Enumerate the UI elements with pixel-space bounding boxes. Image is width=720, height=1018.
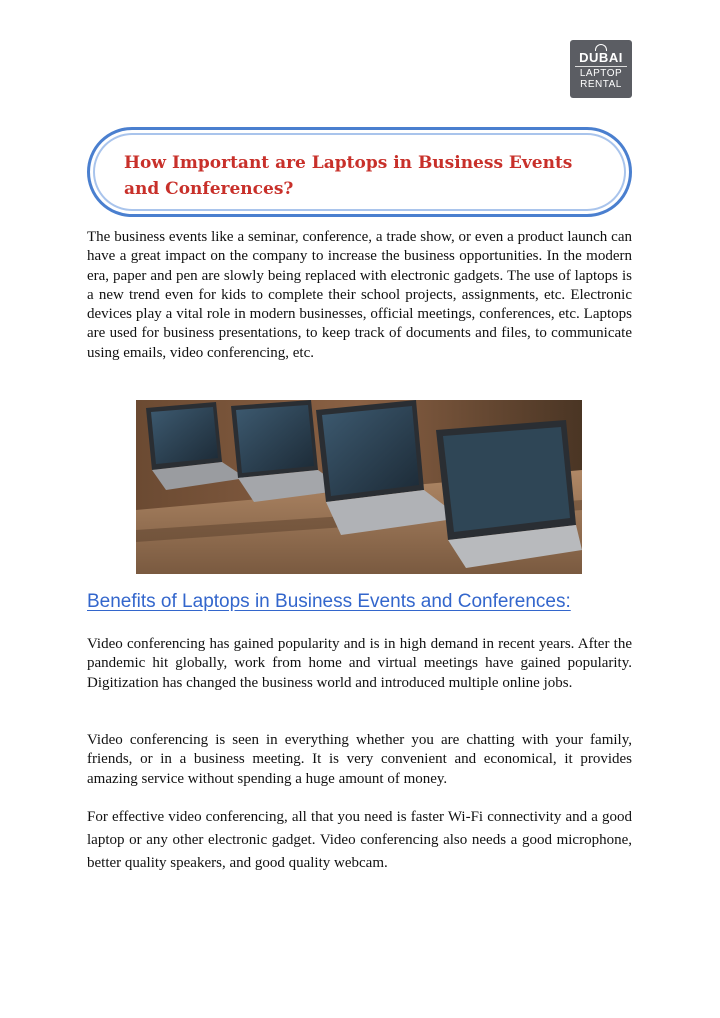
body-paragraph-1: Video conferencing has gained popularity and is in high demand in recent years. After the pandemic hit globally, work from home and virtual meetings have gained popularity. Digitization has changed the business world and introduced multiple online jobs. [87,636,632,691]
logo-line-2: LAPTOP [575,66,627,79]
title-banner [87,127,632,217]
company-logo [570,40,632,98]
laptops-photo [136,400,582,574]
page-title: How Important are Laptops in Business Events and Conferences? [124,153,573,199]
laptop-4 [436,420,582,568]
body-paragraph-3: For effective video conferencing, all that you need is faster Wi-Fi connectivity and a good laptop or any other electronic gadget. Video conferencing also needs a good microphone, better quality speakers, and good quality webcam. [87,809,632,871]
body-paragraph-2: Video conferencing is seen in everything whether you are chatting with your family, friends, or in a business meeting. It is very convenient and economical, it provides amazing service without spending a huge amount of money. [87,732,632,787]
logo-line-1: DUBAI [579,50,623,65]
logo-line-3: RENTAL [580,79,622,90]
benefits-subheading: Benefits of Laptops in Business Events and Conferences: [87,591,571,612]
intro-paragraph: The business events like a seminar, conference, a trade show, or even a product launch can have a great impact on the company to increase the business opportunities. In the modern era, paper and pen are slowly being replaced with electronic gadgets. The use of laptops is a new trend even for kids to complete their school projects, assignments, etc. Electronic devices play a vital role in modern businesses, official meetings, conferences, etc. Laptops are used for business presentations, to keep track of documents and files, to communicate using emails, video conferencing, etc. [87,229,632,361]
